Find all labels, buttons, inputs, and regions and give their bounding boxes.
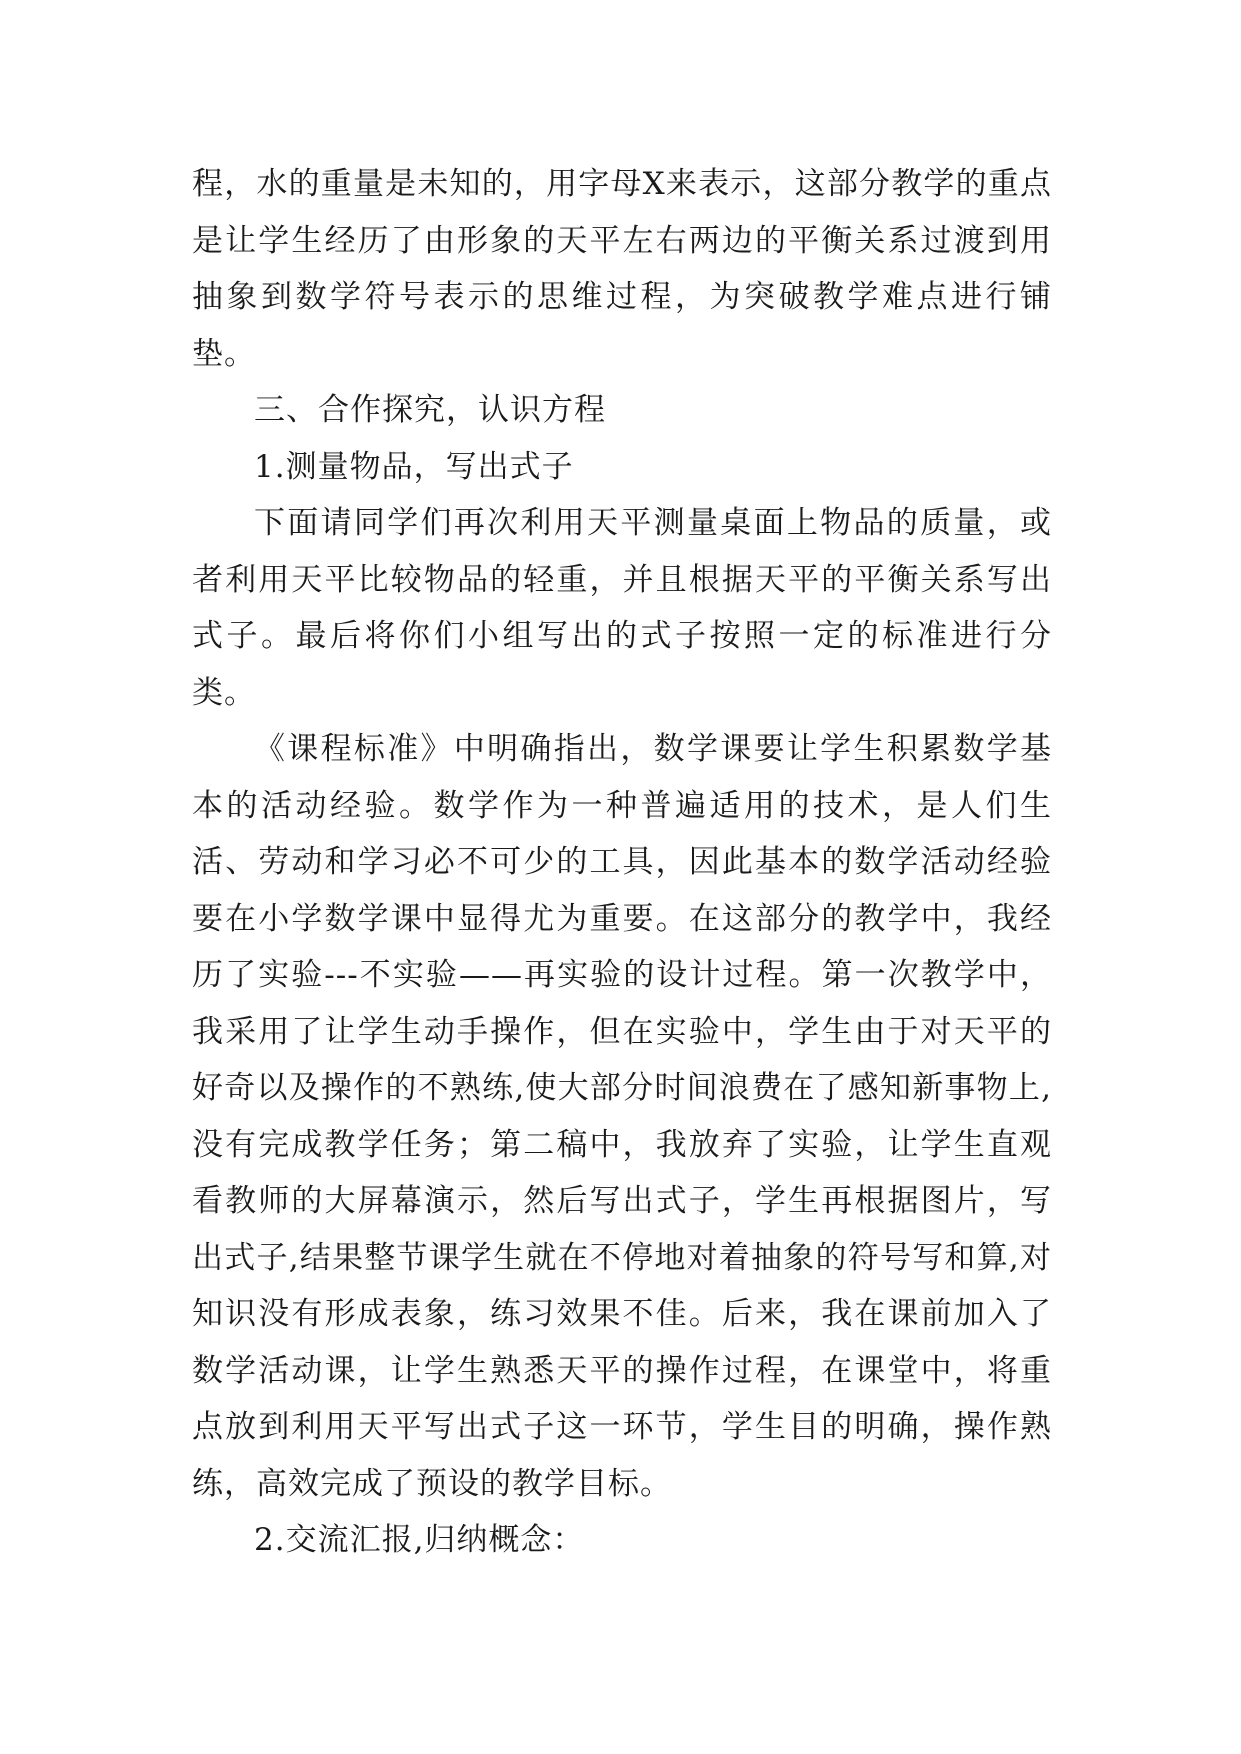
paragraph-measure: 下面请同学们再次利用天平测量桌面上物品的质量，或者利用天平比较物品的轻重，并且根据天平的平衡关系写出式子。最后将你们小组写出的式子按照一定的标准进行分类。 xyxy=(192,505,1052,711)
paragraph-curriculum: 《课程标准》中明确指出，数学课要让学生积累数学基本的活动经验。数学作为一种普遍适用的技术，是人们生活、劳动和学习必不可少的工具，因此基本的数学活动经验要在小学数学课中显得尤为重要。在这部分的教学中，我经历了实验---不实验——再实验的设计过程。第一次教学中，我采用了让学生动手操作，但在实验中，学生由于对天平的好奇以及操作的不熟练,使大部分时间浪费在了感知新事物上,没有完成教学任务；第二稿中，我放弃了实验，让学生直观看教师的大屏幕演示，然后写出式子，学生再根据图片，写出式子,结果整节课学生就在不停地对着抽象的符号写和算,对知识没有形成表象，练习效果不佳。后来，我在课前加入了数学活动课，让学生熟悉天平的操作过程，在课堂中，将重点放到利用天平写出式子这一环节，学生目的明确，操作熟练，高效完成了预设的教学目标。 xyxy=(192,731,1052,1502)
paragraph-continuation: 程，水的重量是未知的，用字母X来表示，这部分教学的重点是让学生经历了由形象的天平左右两边的平衡关系过渡到用抽象到数学符号表示的思维过程，为突破教学难点进行铺垫。 xyxy=(192,166,1052,372)
subsection-heading-1: 1.测量物品，写出式子 xyxy=(254,448,574,485)
section-heading: 三、合作探究，认识方程 xyxy=(254,392,606,428)
document-body xyxy=(192,156,1052,1569)
subsection-heading-2: 2.交流汇报,归纳概念： xyxy=(254,1522,585,1558)
